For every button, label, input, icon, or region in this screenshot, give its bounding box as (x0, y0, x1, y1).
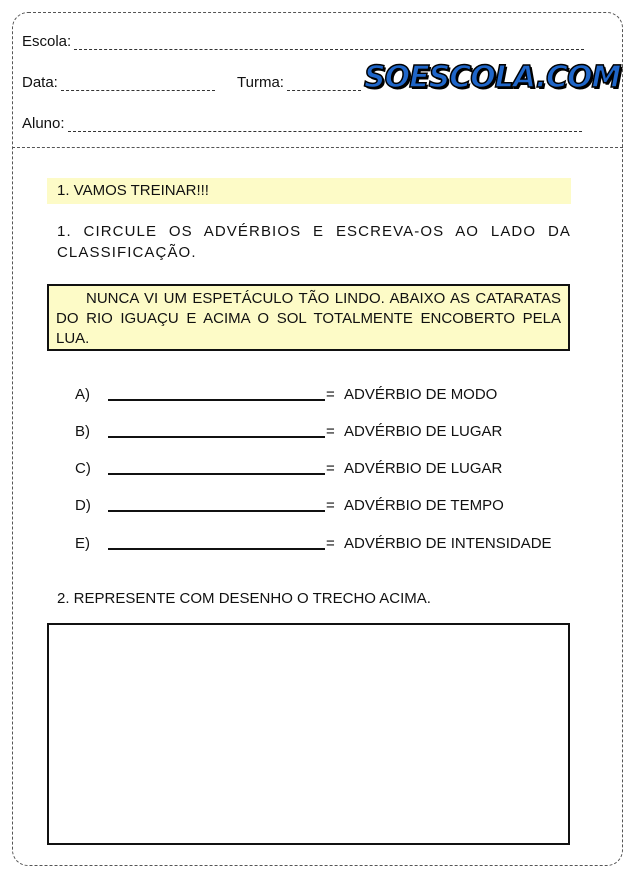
soescola-logo: SOESCOLA.COM (364, 60, 621, 95)
item-letter: E) (75, 535, 90, 552)
class-blank[interactable] (287, 78, 361, 91)
exercise1-instruction: 1. CIRCULE OS ADVÉRBIOS E ESCREVA-OS AO LADO DA CLASSIFICAÇÃO. (57, 223, 571, 261)
drawing-area[interactable] (47, 623, 570, 845)
item-letter: B) (75, 423, 90, 440)
adverb-classification: ADVÉRBIO DE LUGAR (344, 423, 503, 440)
adverb-classification: ADVÉRBIO DE LUGAR (344, 460, 503, 477)
equals-sign: = (326, 535, 335, 552)
date-blank[interactable] (61, 78, 215, 91)
equals-sign: = (326, 497, 335, 514)
answer-blank[interactable] (108, 436, 325, 438)
exercise2-instruction: 2. REPRESENTE COM DESENHO O TRECHO ACIMA. (57, 590, 431, 607)
student-label: Aluno: (22, 115, 65, 132)
answer-blank[interactable] (108, 548, 325, 550)
student-field[interactable] (22, 115, 582, 132)
date-label: Data: (22, 74, 58, 91)
student-blank[interactable] (68, 119, 582, 132)
adverb-classification: ADVÉRBIO DE INTENSIDADE (344, 535, 552, 552)
answer-blank[interactable] (108, 510, 325, 512)
equals-sign: = (326, 460, 335, 477)
item-letter: C) (75, 460, 91, 477)
school-field[interactable] (22, 33, 584, 50)
date-field[interactable] (22, 74, 215, 91)
passage-box (47, 284, 570, 351)
answer-blank[interactable] (108, 473, 325, 475)
school-label: Escola: (22, 33, 72, 50)
class-field[interactable] (237, 74, 361, 91)
equals-sign: = (326, 423, 335, 440)
header-separator (12, 147, 623, 148)
item-letter: A) (75, 386, 90, 403)
equals-sign: = (326, 386, 335, 403)
adverb-classification: ADVÉRBIO DE TEMPO (344, 497, 504, 514)
class-label: Turma: (237, 74, 284, 91)
adverb-classification: ADVÉRBIO DE MODO (344, 386, 498, 403)
answer-blank[interactable] (108, 399, 325, 401)
school-blank[interactable] (74, 37, 584, 50)
item-letter: D) (75, 497, 91, 514)
passage-text: NUNCA VI UM ESPETÁCULO TÃO LINDO. ABAIXO AS CATARATAS DO RIO IGUAÇU E ACIMA O SOL TOTALMENTE ENCOBERTO PELA LUA. (56, 290, 561, 347)
exercise-banner: 1. VAMOS TREINAR!!! (47, 178, 571, 204)
